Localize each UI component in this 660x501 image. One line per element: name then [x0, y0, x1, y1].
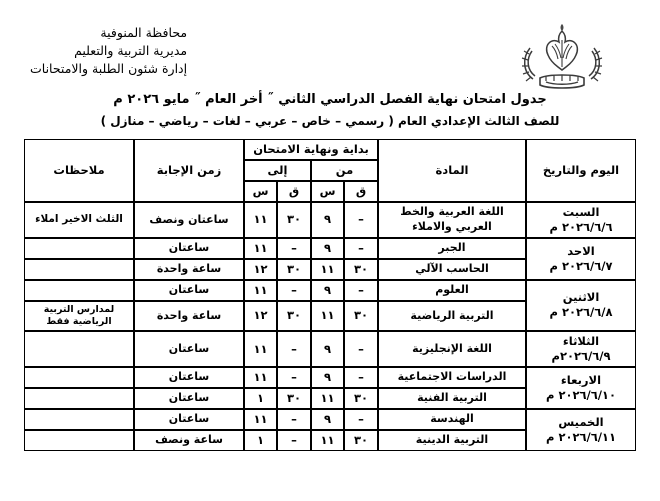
- from-hour-cell: ١١: [311, 259, 344, 280]
- table-row: [24, 202, 636, 238]
- day-date: ٢٠٢٦/٦/٦ م: [549, 219, 613, 234]
- to-minute-cell: –: [277, 430, 311, 451]
- to-minute-cell: ٣٠: [277, 259, 311, 280]
- to-minute-cell: –: [277, 331, 311, 367]
- note-cell: لمدارس التربية الرياضية فقط: [24, 301, 134, 332]
- page-subtitle: للصف الثالث الإعدادي العام ( رسمي – خاص – عربي – لغات – رياضي – منازل ): [100, 114, 560, 128]
- table-row: [24, 280, 636, 301]
- footer-cut-text: [507, 492, 510, 501]
- from-hour-cell: ٩: [311, 280, 344, 301]
- day-date-cell: [526, 331, 636, 367]
- subject-name-cell: الهندسة: [378, 409, 526, 430]
- day-date: ٢٠٢٦/٦/١١ م: [546, 429, 616, 444]
- day-name: الخميس: [558, 414, 604, 429]
- duration-cell: ساعة واحدة: [134, 301, 244, 332]
- from-minute-cell: –: [344, 202, 378, 238]
- column-header-from: من: [311, 160, 378, 181]
- from-minute-cell: –: [344, 280, 378, 301]
- org-line-directorate: مديرية التربية والتعليم: [74, 42, 188, 58]
- column-header-notes: ملاحظات: [24, 139, 134, 202]
- org-line-governorate: محافظة المنوفية: [100, 25, 188, 40]
- from-hour-cell: ٩: [311, 202, 344, 238]
- to-hour-cell: ١١: [244, 331, 277, 367]
- day-date-cell: [526, 367, 636, 409]
- subject-name-cell: الدراسات الاجتماعية: [378, 367, 526, 388]
- org-line-department: إدارة شئون الطلبة والامتحانات: [30, 60, 188, 76]
- egypt-eagle-emblem-icon: [516, 18, 608, 96]
- note-cell: [24, 430, 134, 451]
- from-minute-cell: ٣٠: [344, 388, 378, 409]
- from-hour-cell: ٩: [311, 331, 344, 367]
- duration-cell: ساعة واحدة: [134, 259, 244, 280]
- note-cell: [24, 280, 134, 301]
- column-header-subject: المادة: [378, 139, 526, 202]
- from-hour-cell: ١١: [311, 301, 344, 332]
- subject-name-cell: التربية الرياضية: [378, 301, 526, 332]
- to-hour-cell: ١١: [244, 409, 277, 430]
- schedule-table-container: [24, 139, 636, 451]
- column-header-from-minute: ق: [344, 181, 378, 202]
- to-hour-cell: ١١: [244, 238, 277, 259]
- to-hour-cell: ١: [244, 430, 277, 451]
- day-name: الثلاثاء: [562, 334, 600, 349]
- subject-name-cell: اللغة الإنجليزية: [378, 331, 526, 367]
- to-hour-cell: ١١: [244, 367, 277, 388]
- to-minute-cell: –: [277, 367, 311, 388]
- to-minute-cell: –: [277, 280, 311, 301]
- duration-cell: ساعتان: [134, 331, 244, 367]
- note-cell: الثلث الاخير املاء: [24, 202, 134, 238]
- day-name: الاربعاء: [560, 373, 602, 388]
- from-hour-cell: ١١: [311, 430, 344, 451]
- day-date: ٢٠٢٦/٦/٧ م: [549, 258, 613, 273]
- note-cell: [24, 409, 134, 430]
- table-row: [24, 409, 636, 430]
- from-hour-cell: ١١: [311, 388, 344, 409]
- day-date-cell: [526, 202, 636, 238]
- to-hour-cell: ١١: [244, 202, 277, 238]
- to-minute-cell: –: [277, 238, 311, 259]
- exam-schedule-table: [24, 139, 636, 451]
- duration-cell: ساعة ونصف: [134, 430, 244, 451]
- day-name: السبت: [562, 204, 600, 219]
- column-header-from-hour: س: [311, 181, 344, 202]
- from-minute-cell: –: [344, 367, 378, 388]
- day-date: ٢٠٢٦/٦/٩م: [551, 349, 611, 364]
- column-header-to-minute: ق: [277, 181, 311, 202]
- day-date: ٢٠٢٦/٦/٨ م: [549, 305, 613, 320]
- duration-cell: ساعتان ونصف: [134, 202, 244, 238]
- duration-cell: ساعتان: [134, 280, 244, 301]
- organization-block: [30, 18, 187, 77]
- to-hour-cell: ١٢: [244, 259, 277, 280]
- column-header-day: اليوم والتاريخ: [526, 139, 636, 202]
- note-cell: [24, 388, 134, 409]
- to-minute-cell: ٣٠: [277, 202, 311, 238]
- from-minute-cell: ٣٠: [344, 259, 378, 280]
- from-hour-cell: ٩: [311, 238, 344, 259]
- from-hour-cell: ٩: [311, 367, 344, 388]
- note-cell: [24, 331, 134, 367]
- subject-name-cell: العلوم: [378, 280, 526, 301]
- table-row: [24, 238, 636, 259]
- from-minute-cell: –: [344, 238, 378, 259]
- table-header-row-1: [24, 139, 636, 160]
- day-name: الاحد: [567, 243, 595, 258]
- from-minute-cell: ٣٠: [344, 301, 378, 332]
- subject-name-cell: الجبر: [378, 238, 526, 259]
- note-cell: [24, 259, 134, 280]
- to-hour-cell: ١١: [244, 280, 277, 301]
- note-cell: [24, 367, 134, 388]
- day-date-cell: [526, 280, 636, 332]
- table-row: [24, 331, 636, 367]
- to-hour-cell: ١٢: [244, 301, 277, 332]
- letterhead: [0, 0, 660, 86]
- column-header-to-hour: س: [244, 181, 277, 202]
- table-header: [24, 139, 636, 202]
- to-minute-cell: ٣٠: [277, 301, 311, 332]
- to-minute-cell: –: [277, 409, 311, 430]
- from-minute-cell: –: [344, 331, 378, 367]
- table-row: [24, 367, 636, 388]
- from-hour-cell: ٩: [311, 409, 344, 430]
- day-name: الاثنين: [562, 290, 600, 305]
- day-date: ٢٠٢٦/٦/١٠ م: [546, 388, 616, 402]
- day-date-cell: [526, 409, 636, 451]
- subject-name-cell: التربية الفنية: [378, 388, 526, 409]
- table-body: [24, 202, 636, 451]
- column-header-time-span: بداية ونهاية الامتحان: [244, 139, 378, 160]
- duration-cell: ساعتان: [134, 388, 244, 409]
- column-header-duration: زمن الإجابة: [134, 139, 244, 202]
- document-titles: [0, 92, 660, 128]
- from-minute-cell: ٣٠: [344, 430, 378, 451]
- duration-cell: ساعتان: [134, 238, 244, 259]
- note-cell: [24, 238, 134, 259]
- subject-name-cell: اللغة العربية والخط العربي والاملاء: [378, 202, 526, 238]
- to-minute-cell: ٣٠: [277, 388, 311, 409]
- day-date-cell: [526, 238, 636, 280]
- duration-cell: ساعتان: [134, 409, 244, 430]
- column-header-to: إلى: [244, 160, 311, 181]
- to-hour-cell: ١: [244, 388, 277, 409]
- page-title: جدول امتحان نهاية الفصل الدراسي الثاني ˝ أخر العام ˝ مايو ٢٠٢٦ م: [113, 92, 547, 107]
- from-minute-cell: –: [344, 409, 378, 430]
- duration-cell: ساعتان: [134, 367, 244, 388]
- subject-name-cell: الحاسب الآلي: [378, 259, 526, 280]
- subject-name-cell: التربية الدينية: [378, 430, 526, 451]
